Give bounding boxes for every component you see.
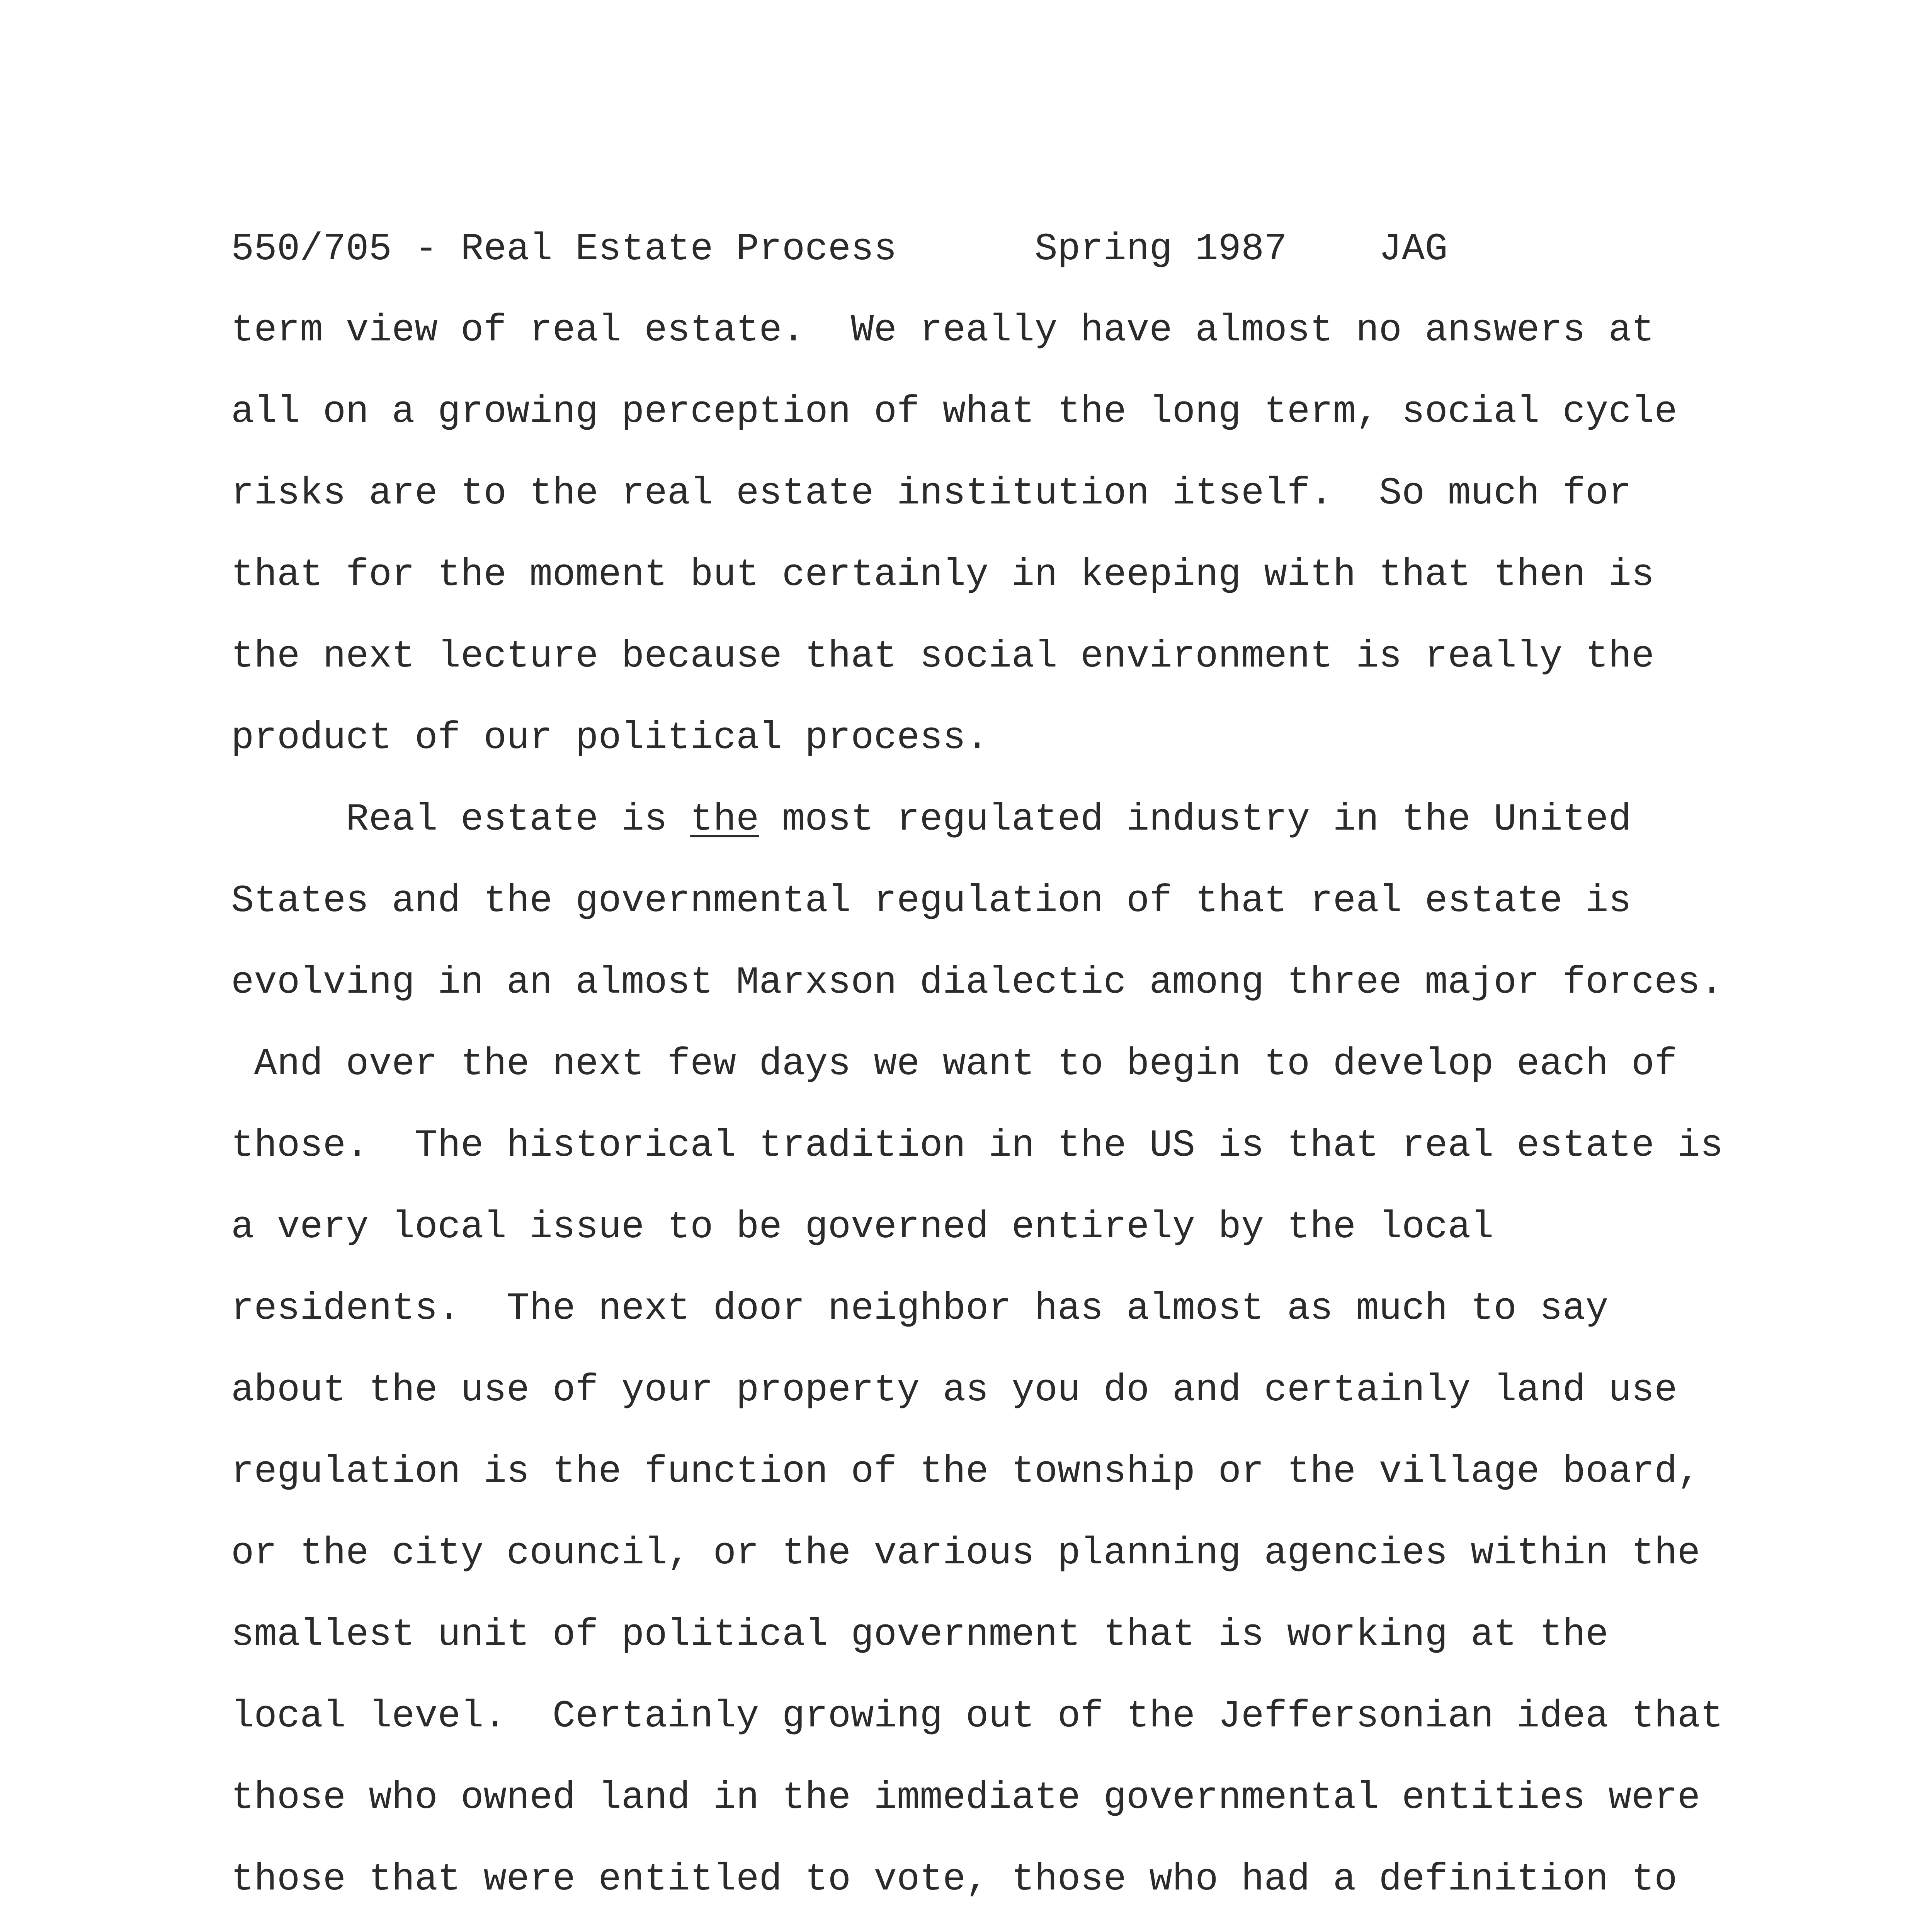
- text-line: or the city council, or the various planning agencies within the: [231, 1532, 1701, 1575]
- text-line: local level. Certainly growing out of the Jeffersonian idea that: [231, 1695, 1723, 1738]
- course-title: 550/705 - Real Estate Process: [231, 228, 897, 271]
- text-line: those. The historical tradition in the US is that real estate is: [231, 1124, 1723, 1167]
- text-line: the next lecture because that social environment is really the: [231, 635, 1655, 678]
- text-line: those that were entitled to vote, those who had a definition to: [231, 1858, 1677, 1901]
- text-line: about the use of your property as you do and certainly land use: [231, 1369, 1677, 1412]
- page-header: [231, 228, 1448, 270]
- text-line: a very local issue to be governed entirely by the local: [231, 1206, 1494, 1249]
- author-initials: JAG: [1379, 228, 1448, 271]
- text-line: residents. The next door neighbor has almost as much to say: [231, 1287, 1609, 1330]
- term-label: Spring 1987: [1034, 228, 1287, 271]
- text-line: product of our political process.: [231, 716, 989, 760]
- text-line: that for the moment but certainly in keeping with that then is: [231, 553, 1655, 597]
- text-line: And over the next few days we want to begin to develop each of: [231, 1043, 1677, 1086]
- text-segment: most regulated industry in the United: [759, 798, 1631, 841]
- text-line: smallest unit of political government that is working at the: [231, 1613, 1609, 1656]
- text-line: those who owned land in the immediate governmental entities were: [231, 1776, 1701, 1820]
- text-line: evolving in an almost Marxson dialectic among three major forces.: [231, 961, 1723, 1004]
- text-line: term view of real estate. We really have almost no answers at: [231, 309, 1655, 352]
- text-line: risks are to the real estate institution itself. So much for: [231, 472, 1631, 515]
- text-segment: Real estate is: [346, 798, 690, 841]
- text-line: States and the governmental regulation of that real estate is: [231, 879, 1631, 923]
- underlined-word: the: [690, 798, 759, 841]
- text-line: regulation is the function of the township or the village board,: [231, 1450, 1701, 1493]
- text-line: all on a growing perception of what the long term, social cycle: [231, 390, 1677, 434]
- paragraph-first-line: [346, 798, 1631, 841]
